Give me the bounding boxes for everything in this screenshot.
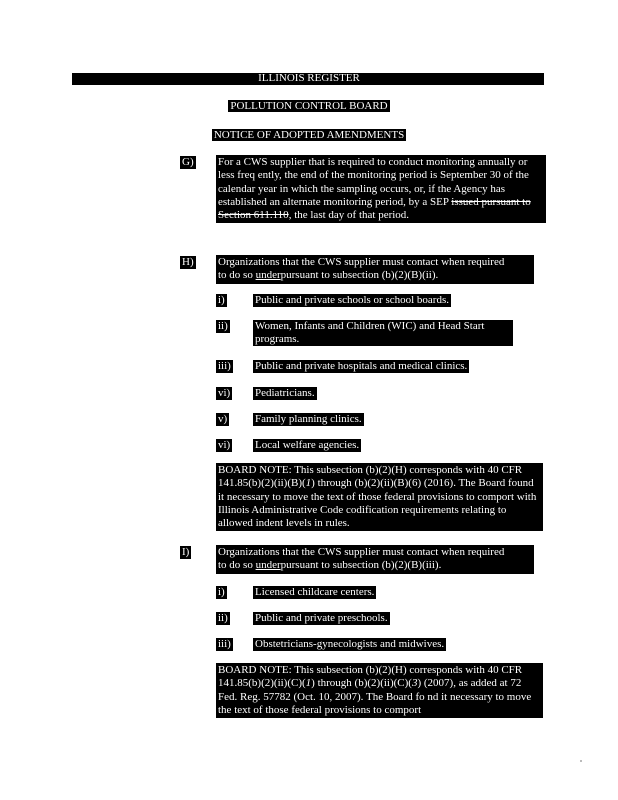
section-i-item-label: i) [218, 586, 225, 598]
section-h-item-label: vi) [218, 439, 231, 451]
section-h-item-label: v) [218, 413, 228, 425]
section-i-item-text: Licensed childcare centers. [255, 586, 375, 598]
notice-title: NOTICE OF ADOPTED AMENDMENTS [213, 129, 405, 141]
section-i-item-text: Public and private preschools. [255, 612, 388, 624]
section-h-item-text: Family planning clinics. [255, 413, 362, 425]
section-i-item-label: iii) [218, 638, 231, 650]
section-h-item-text: Public and private schools or school boards. [255, 294, 449, 306]
section-i-label: I) [182, 546, 190, 558]
section-h-item-label: iii) [218, 360, 231, 372]
section-h-item-label: vi) [218, 387, 231, 399]
section-h-item-text: Public and private hospitals and medical clinics. [255, 360, 468, 372]
section-i-item-text: Obstetricians-gynecologists and midwives. [255, 638, 445, 650]
section-i-board-note: BOARD NOTE: This subsection (b)(2)(H) corresponds with 40 CFR 141.85(b)(2)(ii)(C)(1) through (b)(2)(ii)(C)(3) (2007), as added at 72 Fed. Reg. 57782 (Oct. 10, 2007). The Board fo nd it necessary to move the text of those federal provisions to comport [216, 663, 543, 718]
scan-speck [580, 760, 582, 762]
section-h-item-label: i) [218, 294, 225, 306]
struck-text: issued pursuant to Section 611.110 [218, 195, 531, 222]
register-title: ILLINOIS REGISTER [258, 72, 360, 84]
section-g-text: For a CWS supplier that is required to conduct monitoring annually or less freq ently, the end of the monitoring period is September 30 of the calendar year in which the sampling occurs, or, if the Agency has established an alternate monitoring period, by a SEP issued pursuant to Section 611.110, the last day of that period. [216, 155, 546, 223]
section-h-intro: Organizations that the CWS supplier must contact when required to do so underpursuant to subsection (b)(2)(B)(ii). [216, 255, 534, 284]
section-i-item-label: ii) [218, 612, 228, 624]
section-h-item-text: Women, Infants and Children (WIC) and Head Start programs. [253, 320, 513, 346]
section-h-item-text: Pediatricians. [255, 387, 315, 399]
section-g-label: G) [182, 156, 194, 168]
section-i-intro: Organizations that the CWS supplier must contact when required to do so underpursuant to subsection (b)(2)(B)(iii). [216, 545, 534, 574]
section-h-item-text: Local welfare agencies. [255, 439, 360, 451]
section-h-item-label: ii) [218, 320, 228, 332]
section-h-label: H) [182, 256, 194, 268]
section-h-board-note: BOARD NOTE: This subsection (b)(2)(H) corresponds with 40 CFR 141.85(b)(2)(ii)(B)(1) through (b)(2)(ii)(B)(6) (2016). The Board found it necessary to move the text of those federal provisions to comport with Illinois Administrative Code codification requirements relating to allowed indent levels in rules. [216, 463, 543, 531]
board-title: POLLUTION CONTROL BOARD [230, 100, 388, 112]
